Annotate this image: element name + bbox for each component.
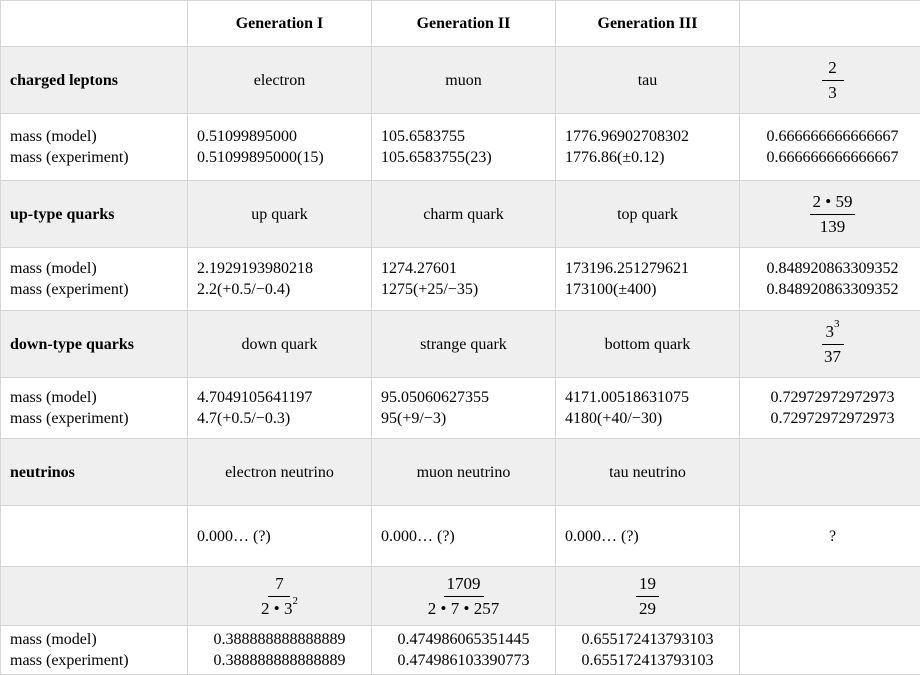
ratio-value-leptons bbox=[740, 114, 920, 180]
particle-muon-neutrino: muon neutrino bbox=[372, 439, 555, 505]
label-mass-experiment: mass (experiment) bbox=[10, 410, 129, 427]
fraction-denominator: 37 bbox=[824, 346, 841, 366]
mass-tau bbox=[556, 114, 739, 180]
ratio-value-empty bbox=[740, 626, 920, 674]
mass-experiment-value: 1275(+25/−35) bbox=[381, 281, 479, 298]
fraction-numerator: 2 bbox=[822, 58, 844, 81]
ratio-value-generation-2 bbox=[372, 626, 555, 674]
ratio-value-down-quarks bbox=[740, 378, 920, 438]
ratio-value-generation-3 bbox=[556, 626, 739, 674]
ratio-experiment-value: 0.72972972972973 bbox=[770, 410, 895, 427]
mass-electron-neutrino: 0.000… (?) bbox=[188, 506, 371, 566]
ratio-corner-empty bbox=[740, 567, 920, 625]
mass-experiment-value: 173100(±400) bbox=[565, 281, 657, 298]
particle-muon: muon bbox=[372, 47, 555, 113]
mass-model-value: 2.1929193980218 bbox=[197, 260, 313, 277]
mass-experiment-value: 105.6583755(23) bbox=[381, 149, 492, 166]
denominator-base: 2 • 3 bbox=[261, 598, 293, 618]
header-generation-1: Generation I bbox=[188, 1, 371, 46]
mass-model-value: 1776.96902708302 bbox=[565, 128, 689, 145]
particle-tau: tau bbox=[556, 47, 739, 113]
denominator-exponent: 2 bbox=[292, 594, 298, 607]
mass-top-quark bbox=[556, 248, 739, 310]
label-mass-model: mass (model) bbox=[10, 389, 97, 406]
mass-labels bbox=[1, 378, 187, 438]
ratio-experiment-value: 0.388888888888889 bbox=[213, 652, 346, 669]
neutrino-label-empty bbox=[1, 506, 187, 566]
mass-model-value: 173196.251279621 bbox=[565, 260, 689, 277]
mass-bottom-quark bbox=[556, 378, 739, 438]
mass-experiment-value: 4.7(+0.5/−0.3) bbox=[197, 410, 291, 427]
ratio-model-value: 0.666666666666667 bbox=[766, 128, 899, 145]
fraction-numerator bbox=[822, 317, 844, 345]
fraction bbox=[822, 58, 844, 103]
fraction bbox=[425, 574, 502, 619]
particle-down-quark: down quark bbox=[188, 311, 371, 377]
fraction-denominator: 29 bbox=[639, 598, 656, 618]
ratio-down-quarks bbox=[740, 311, 920, 377]
mass-experiment-value: 95(+9/−3) bbox=[381, 410, 447, 427]
particle-tau-neutrino: tau neutrino bbox=[556, 439, 739, 505]
ratio-generation-3 bbox=[556, 567, 739, 625]
fraction bbox=[821, 317, 844, 367]
mass-charm-quark bbox=[372, 248, 555, 310]
mass-labels bbox=[1, 248, 187, 310]
mass-model-value: 105.6583755 bbox=[381, 128, 465, 145]
particle-electron: electron bbox=[188, 47, 371, 113]
mass-experiment-value: 0.51099895000(15) bbox=[197, 149, 324, 166]
ratio-model-value: 0.474986065351445 bbox=[397, 631, 530, 648]
label-mass-experiment: mass (experiment) bbox=[10, 281, 129, 298]
row-title-down-type-quarks: down-type quarks bbox=[1, 311, 187, 377]
ratio-value-generation-1 bbox=[188, 626, 371, 674]
label-mass-experiment: mass (experiment) bbox=[10, 149, 129, 166]
ratio-model-value: 0.848920863309352 bbox=[766, 260, 899, 277]
ratio-generation-1 bbox=[188, 567, 371, 625]
label-mass-model: mass (model) bbox=[10, 260, 97, 277]
ratio-up-quarks bbox=[740, 181, 920, 247]
mass-model-value: 4.7049105641197 bbox=[197, 389, 313, 406]
fraction bbox=[810, 192, 856, 237]
numerator-exponent: 3 bbox=[834, 317, 840, 330]
row-title-charged-leptons: charged leptons bbox=[1, 47, 187, 113]
fraction-numerator: 1709 bbox=[444, 574, 484, 597]
particle-top-quark: top quark bbox=[556, 181, 739, 247]
header-ratio bbox=[740, 1, 920, 46]
label-mass-model: mass (model) bbox=[10, 631, 97, 648]
mass-experiment-value: 2.2(+0.5/−0.4) bbox=[197, 281, 291, 298]
particle-bottom-quark: bottom quark bbox=[556, 311, 739, 377]
mass-electron bbox=[188, 114, 371, 180]
label-mass-experiment: mass (experiment) bbox=[10, 652, 129, 669]
header-generation-2: Generation II bbox=[372, 1, 555, 46]
ratio-value-up-quarks bbox=[740, 248, 920, 310]
mass-model-value: 0.51099895000 bbox=[197, 128, 297, 145]
ratio-model-value: 0.72972972972973 bbox=[770, 389, 895, 406]
fraction bbox=[636, 574, 659, 619]
mass-model-value: 1274.27601 bbox=[381, 260, 457, 277]
particle-strange-quark: strange quark bbox=[372, 311, 555, 377]
fraction-denominator: 3 bbox=[828, 82, 837, 102]
header-generation-3: Generation III bbox=[556, 1, 739, 46]
mass-tau-neutrino: 0.000… (?) bbox=[556, 506, 739, 566]
mass-model-value: 4171.00518631075 bbox=[565, 389, 689, 406]
header-corner bbox=[1, 1, 187, 46]
fraction bbox=[258, 574, 301, 619]
fraction-numerator: 2 • 59 bbox=[810, 192, 856, 215]
ratio-experiment-value: 0.655172413793103 bbox=[581, 652, 714, 669]
label-mass-model: mass (model) bbox=[10, 128, 97, 145]
mass-up-quark bbox=[188, 248, 371, 310]
ratio-model-value: 0.388888888888889 bbox=[213, 631, 346, 648]
numerator-base: 3 bbox=[825, 321, 834, 341]
mass-muon bbox=[372, 114, 555, 180]
fraction-denominator: 139 bbox=[819, 216, 846, 236]
ratio-neutrinos-unknown: ? bbox=[740, 506, 920, 566]
ratio-experiment-value: 0.474986103390773 bbox=[397, 652, 530, 669]
ratio-experiment-value: 0.848920863309352 bbox=[766, 281, 899, 298]
mass-experiment-value: 4180(+40/−30) bbox=[565, 410, 663, 427]
fraction-numerator: 19 bbox=[636, 574, 659, 597]
mass-strange-quark bbox=[372, 378, 555, 438]
ratio-generation-2 bbox=[372, 567, 555, 625]
fraction-denominator: 2 • 7 • 257 bbox=[427, 598, 500, 618]
particle-charm-quark: charm quark bbox=[372, 181, 555, 247]
generation-ratio-label-empty bbox=[1, 567, 187, 625]
mass-muon-neutrino: 0.000… (?) bbox=[372, 506, 555, 566]
fraction-numerator: 7 bbox=[268, 574, 290, 597]
particle-up-quark: up quark bbox=[188, 181, 371, 247]
row-title-up-type-quarks: up-type quarks bbox=[1, 181, 187, 247]
mass-down-quark bbox=[188, 378, 371, 438]
mass-labels bbox=[1, 626, 187, 674]
ratio-neutrinos-empty bbox=[740, 439, 920, 505]
ratio-leptons bbox=[740, 47, 920, 113]
fraction-denominator bbox=[258, 594, 301, 619]
mass-experiment-value: 1776.86(±0.12) bbox=[565, 149, 665, 166]
particle-electron-neutrino: electron neutrino bbox=[188, 439, 371, 505]
ratio-model-value: 0.655172413793103 bbox=[581, 631, 714, 648]
ratio-experiment-value: 0.666666666666667 bbox=[766, 149, 899, 166]
mass-model-value: 95.05060627355 bbox=[381, 389, 489, 406]
mass-labels bbox=[1, 114, 187, 180]
row-title-neutrinos: neutrinos bbox=[1, 439, 187, 505]
